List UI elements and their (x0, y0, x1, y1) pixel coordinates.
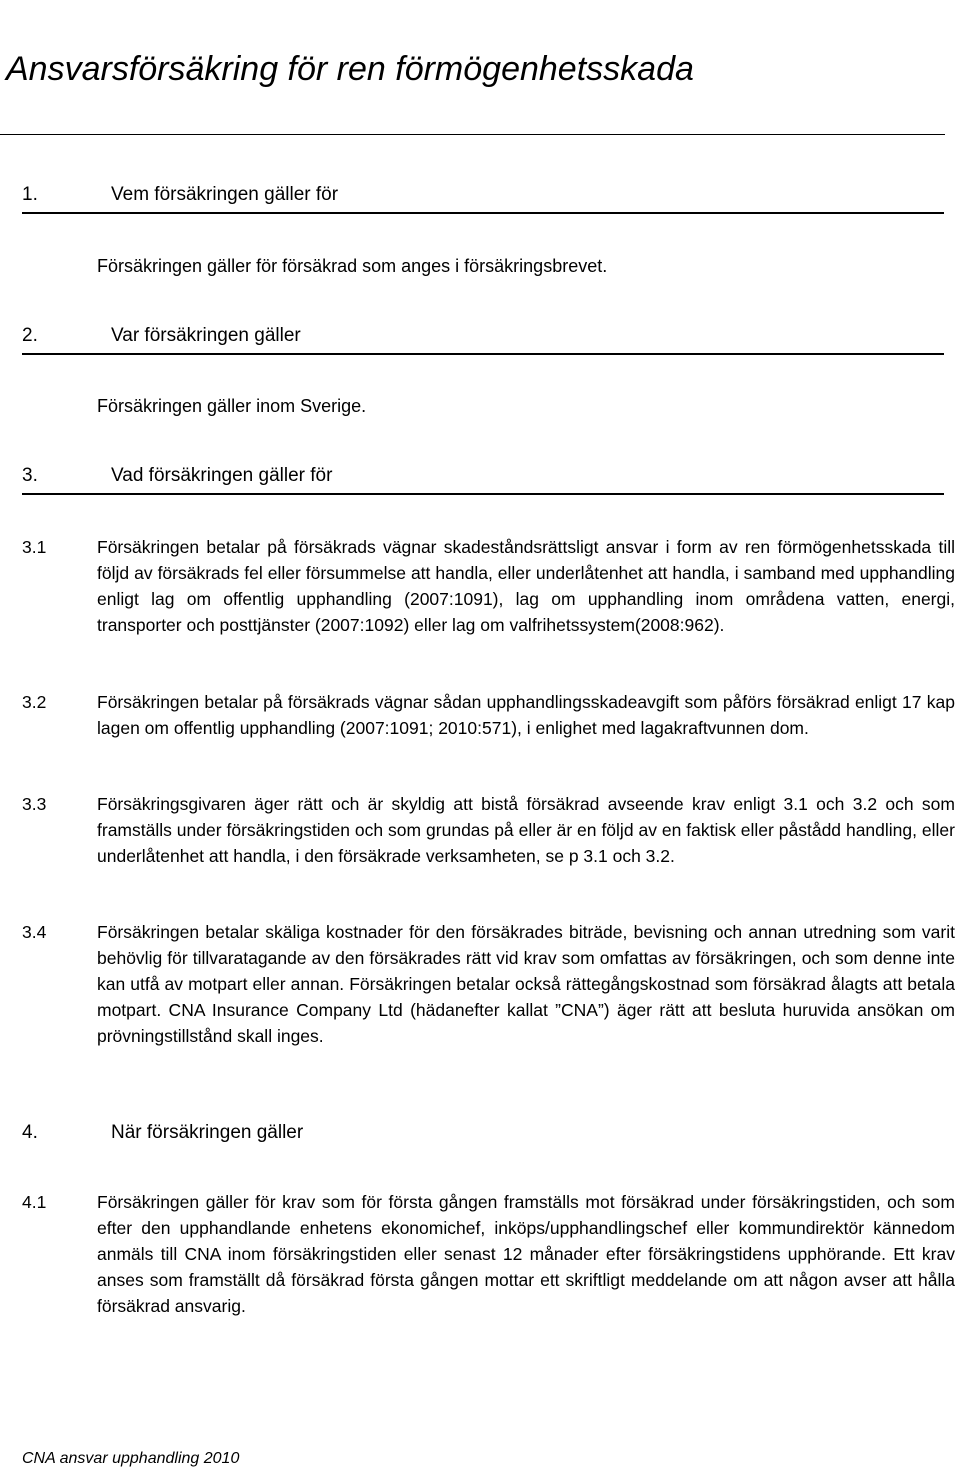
section-2-text: Försäkringen gäller inom Sverige. (97, 396, 367, 416)
paragraph-text: Försäkringsgivaren äger rätt och är skyldig att bistå försäkrad avseende krav enligt 3.1 och 3.2 och som framställs under försäkringstiden och som grundas på eller är en följd av en faktisk eller påstådd handling, eller underlåtenhet att handla, i den försäkrade verksamheten, se p 3.1 och 3.2. (97, 794, 955, 866)
page-footer: CNA ansvar upphandling 2010 (22, 1450, 240, 1467)
section-number: 2. (22, 325, 38, 346)
document-title: Ansvarsförsäkring för ren förmögenhetsskada (6, 50, 694, 88)
title-divider (0, 134, 945, 135)
paragraph-number: 3.2 (22, 692, 47, 712)
section-number: 4. (22, 1122, 38, 1143)
paragraph-text: Försäkringen gäller för krav som för första gången framställs mot försäkrad under försäkringstiden, och som efter den upphandlande enhetens ekonomichef, inköps/upphandlingschef eller kommundirektör kännedom anmäls till CNA inom försäkringstiden eller senast 12 månader efter försäkringstidens upphörande. Ett krav anses som framställt då försäkrad första gången mottar ett skriftligt meddelande om att någon avser att hålla försäkrad ansvarig. (97, 1192, 955, 1316)
section-title: Vad försäkringen gäller för (111, 465, 333, 486)
paragraph-number: 3.3 (22, 794, 47, 814)
paragraph-number: 3.1 (22, 537, 47, 557)
section-number: 3. (22, 465, 38, 486)
section-1-heading (22, 184, 944, 214)
section-number: 1. (22, 184, 38, 205)
paragraph-text: Försäkringen betalar skäliga kostnader för den försäkrades biträde, bevisning och annan utredning som varit behövlig för tillvaratagande av den försäkrades rätt vid krav som omfattas av försäkringen, och som denne inte kan utfå av motpart eller annan. Försäkringen betalar också rättegångskostnad som försäkrad ålagts att betala motpart. CNA Insurance Company Ltd (hädanefter kallat ”CNA”) äger rätt att besluta huruvida ansökan om prövningstillstånd skall inges. (97, 922, 955, 1046)
paragraph-text: Försäkringen betalar på försäkrads vägnar skadeståndsrättsligt ansvar i form av ren förmögenhetsskada till följd av försäkrads fel eller försummelse att handla, eller underlåtenhet att handla, i samband med upphandling enligt lag om offentlig upphandling (2007:1091), lag om upphandling inom områdena vatten, energi, transporter och posttjänster (2007:1092) eller lag om valfrihetssystem(2008:962). (97, 537, 955, 635)
section-3-heading (22, 465, 944, 495)
paragraph-number: 4.1 (22, 1192, 47, 1212)
section-1-text: Försäkringen gäller för försäkrad som anges i försäkringsbrevet. (97, 256, 608, 276)
paragraph-number: 3.4 (22, 922, 47, 942)
section-title: När försäkringen gäller (111, 1122, 304, 1143)
paragraph-text: Försäkringen betalar på försäkrads vägnar sådan upphandlingsskadeavgift som påförs försäkrad enligt 17 kap lagen om offentlig upphandling (2007:1091; 2010:571), i enlighet med lagakraftvunnen dom. (97, 692, 955, 738)
section-title: Var försäkringen gäller (111, 325, 301, 346)
section-2-heading (22, 325, 944, 355)
section-title: Vem försäkringen gäller för (111, 184, 339, 205)
